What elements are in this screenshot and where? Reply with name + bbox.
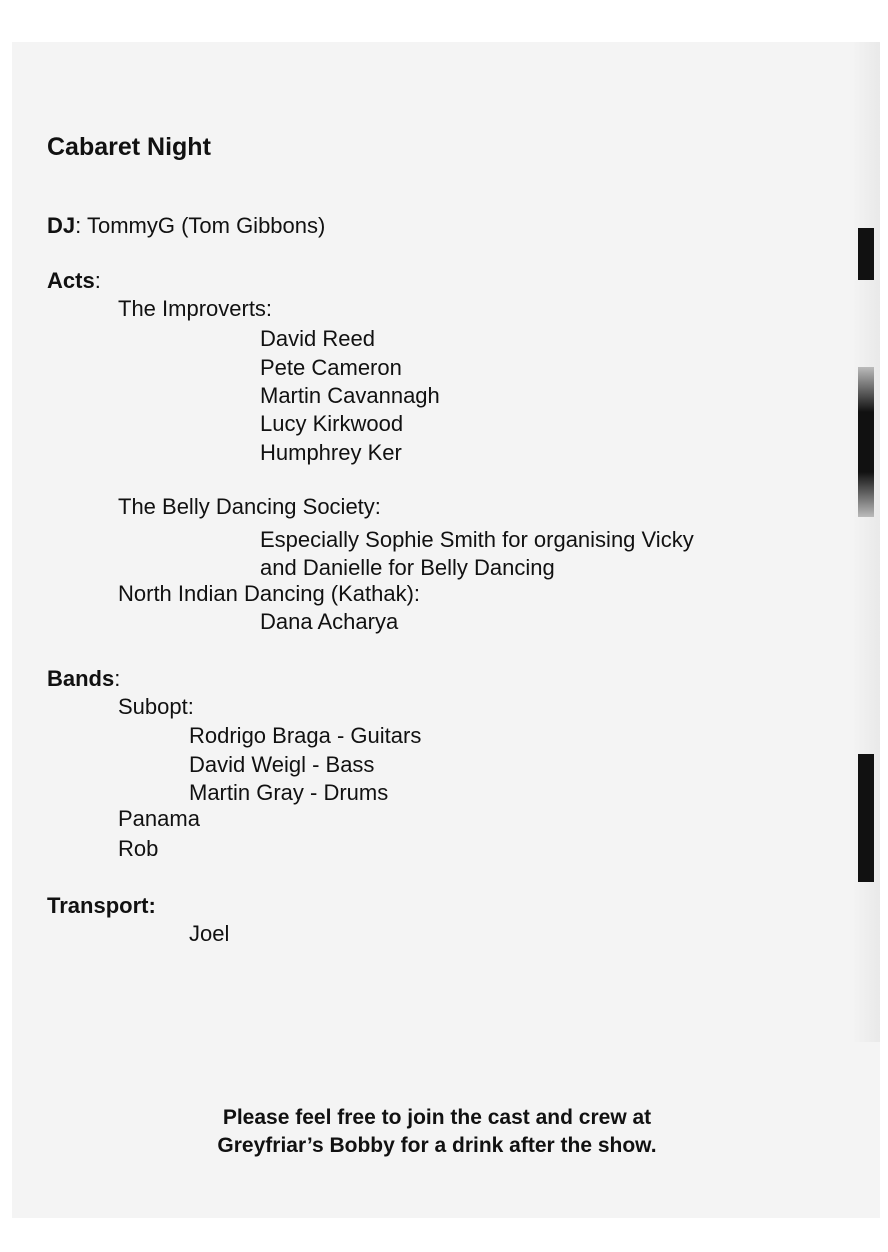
band-name: Panama [118,806,200,831]
transport-label: Transport: [47,893,156,918]
page-title: Cabaret Night [47,133,211,161]
act-member: Dana Acharya [260,609,399,634]
act-group-name: The Improverts: [118,296,273,321]
act-member: Pete Cameron [260,355,402,380]
transport-name: Joel [189,921,230,946]
band-member: Rodrigo Braga - Guitars [189,723,422,748]
scanned-page [12,42,880,1218]
act-member: David Reed [260,326,375,351]
act-member: Martin Cavannagh [260,383,440,408]
band-name: Rob [118,836,159,861]
band-member: David Weigl - Bass [189,752,375,777]
dj-label: DJ [47,213,76,238]
scan-mark [858,367,874,517]
closing-line-2: Greyfriar’s Bobby for a drink after the show. [217,1134,657,1157]
acts-heading: Acts: [47,268,101,293]
act-member: Lucy Kirkwood [260,411,404,436]
act-group-name: North Indian Dancing (Kathak): [118,581,421,606]
scan-shadow-edge [852,42,880,1042]
band-name: Subopt: [118,694,194,719]
act-group-name: The Belly Dancing Society: [118,494,381,519]
band-member: Martin Gray - Drums [189,780,389,805]
scan-mark [858,228,874,280]
act-member: and Danielle for Belly Dancing [260,555,555,580]
act-member: Humphrey Ker [260,440,402,465]
bands-label: Bands [47,666,115,691]
acts-label: Acts [47,268,95,293]
dj-name: TommyG (Tom Gibbons) [86,213,326,238]
dj-line: DJ: TommyG (Tom Gibbons) [47,213,326,238]
scan-mark [858,754,874,882]
bands-heading: Bands: [47,666,121,691]
closing-line-1: Please feel free to join the cast and crew at [222,1106,652,1129]
act-member: Especially Sophie Smith for organising Vicky [260,527,694,552]
